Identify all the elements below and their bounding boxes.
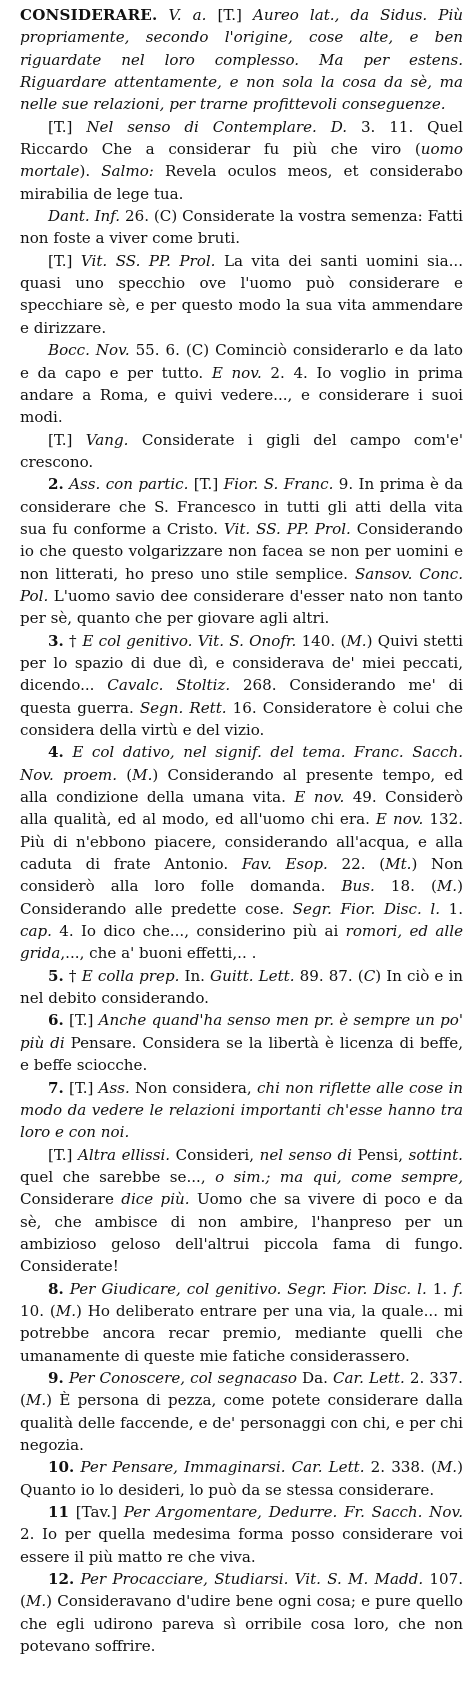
sense-5-paragraph: 5. † E colla prep. In. Guitt. Lett. 89. 87. (C) In ciò e in nel debito considerando. <box>20 966 463 1008</box>
sense-4-paragraph: 4. E col dativo, nel signif. del tema. Franc. Sacch. Nov. proem. (M.) Considerando al presente tempo, ed alla condizione della umana vita. E nov. 49. Considerò alla qualità, ed al modo, ed all'uomo chi era. E nov. 132. Più di n'ebbono piacere, considerando all'acqua, e alla caduta di frate Antonio. Fav. Esop. 22. (Mt.) Non considerò alla loro folle domanda. Bus. 18. (M.) Considerando alle predette cose. Segr. Fior. Disc. l. 1. cap. 4. Io dico che..., considerino più ai romori, ed alle grida,..., che a' buoni effetti,.. . <box>20 743 464 963</box>
entry-paragraph: Bocc. Nov. 55. 6. (C) Cominciò considerarlo e da lato e da capo e per tutto. E nov. 2. 4. Io voglio in prima andare a Roma, e quivi vedere..., e considerare i suoi modi. <box>20 341 463 427</box>
entry-headword-paragraph: CONSIDERARE. V. a. [T.] Aureo lat., da Sidus. Più propriamente, secondo l'origine, cose alte, e ben riguardate nel loro complesso. Ma per estens. Riguardare attentamente, e non sola la cosa da sè, ma nelle sue relazioni, per trarne profittevoli conseguenze. <box>20 6 463 114</box>
sense-8-paragraph: 8. Per Giudicare, col genitivo. Segr. Fior. Disc. l. 1. f. 10. (M.) Ho deliberato entrare per una via, la quale... mi potrebbe ancora recar premio, mediante quelli che umanamente di queste mie fatiche considerassero. <box>20 1279 463 1365</box>
sense-7-paragraph: 7. [T.] Ass. Non considera, chi non riflette alle cose in modo da vedere le relazioni importanti ch'esse hanno tra loro e con noi. <box>20 1078 463 1142</box>
sense-3-paragraph: 3. † E col genitivo. Vit. S. Onofr. 140. (M.) Quivi stetti per lo spazio di due dì, e considerava de' miei peccati, dicendo... Cavalc. Stoltiz. 268. Considerando me' di questa guerra. Segn. Rett. 16. Consideratore è colui che considera della virtù e del vizio. <box>20 631 464 739</box>
sense-11-paragraph: 11 [Tav.] Per Argomentare, Dedurre. Fr. Sacch. Nov. 2. Io per quella medesima forma posso considerare voi essere il più matto re che viva. <box>20 1503 464 1566</box>
sense-9-paragraph: 9. Per Conoscere, col segnacaso Da. Car. Lett. 2. 337. (M.) È persona di pezza, come potete considerare dalla qualità delle faccende, e de' personaggi con chi, e per chi negozia. <box>20 1368 463 1454</box>
entry-paragraph: [T.] Vit. SS. PP. Prol. La vita dei santi uomini sia... quasi uno specchio ove l'uomo può considerare e specchiare sè, e per questo modo la sua vita ammendare e dirizzare. <box>20 251 463 337</box>
entry-paragraph: [T.] Nel senso di Contemplare. D. 3. 11. Quel Riccardo Che a considerar fu più che viro (uomo mortale). Salmo: Revela oculos meos, et considerabo mirabilia de lege tua. <box>20 117 464 203</box>
sense-2-paragraph: 2. Ass. con partic. [T.] Fior. S. Franc. 9. In prima è da considerare che S. Francesco in tutti gli atti della vita sua fu conforme a Cristo. Vit. SS. PP. Prol. Considerando io che questo volgarizzare non facea se non per uomini e non litterati, ho preso uno stile semplice. Sansov. Conc. Pol. L'uomo savio dee considerare d'esser nato non tanto per sè, quanto che per giovare agli altri. <box>20 475 463 628</box>
entry-paragraph: [T.] Vang. Considerate i gigli del campo com'e' crescono. <box>20 430 463 471</box>
sense-6-paragraph: 6. [T.] Anche quand'ha senso men pr. è sempre un po' più di Pensare. Considera se la libertà è licenza di beffe, e beffe sciocche. <box>20 1011 463 1075</box>
sense-12-paragraph: 12. Per Procacciare, Studiarsi. Vit. S. M. Madd. 107. (M.) Consideravano d'udire bene ogni cosa; e pure quello che egli udirono pareva sì orribile cosa loro, che non potevano soffrire. <box>20 1570 463 1656</box>
entry-paragraph: Dant. Inf. 26. (C) Considerate la vostra semenza: Fatti non foste a viver come bruti. <box>20 207 463 248</box>
entry-paragraph: [T.] Altra ellissi. Consideri, nel senso di Pensi, sottint. quel che sarebbe se..., o sim.; ma qui, come sempre, Considerare dice più. Uomo che sa vivere di poco e da sè, che ambisce di non ambire, l'hanpreso per un ambizioso geloso dell'altrui piccola fama di fungo. Considerate! <box>20 1145 464 1276</box>
sense-10-paragraph: 10. Per Pensare, Immaginarsi. Car. Lett. 2. 338. (M.) Quanto io lo desideri, lo può da se stessa considerare. <box>20 1458 463 1499</box>
